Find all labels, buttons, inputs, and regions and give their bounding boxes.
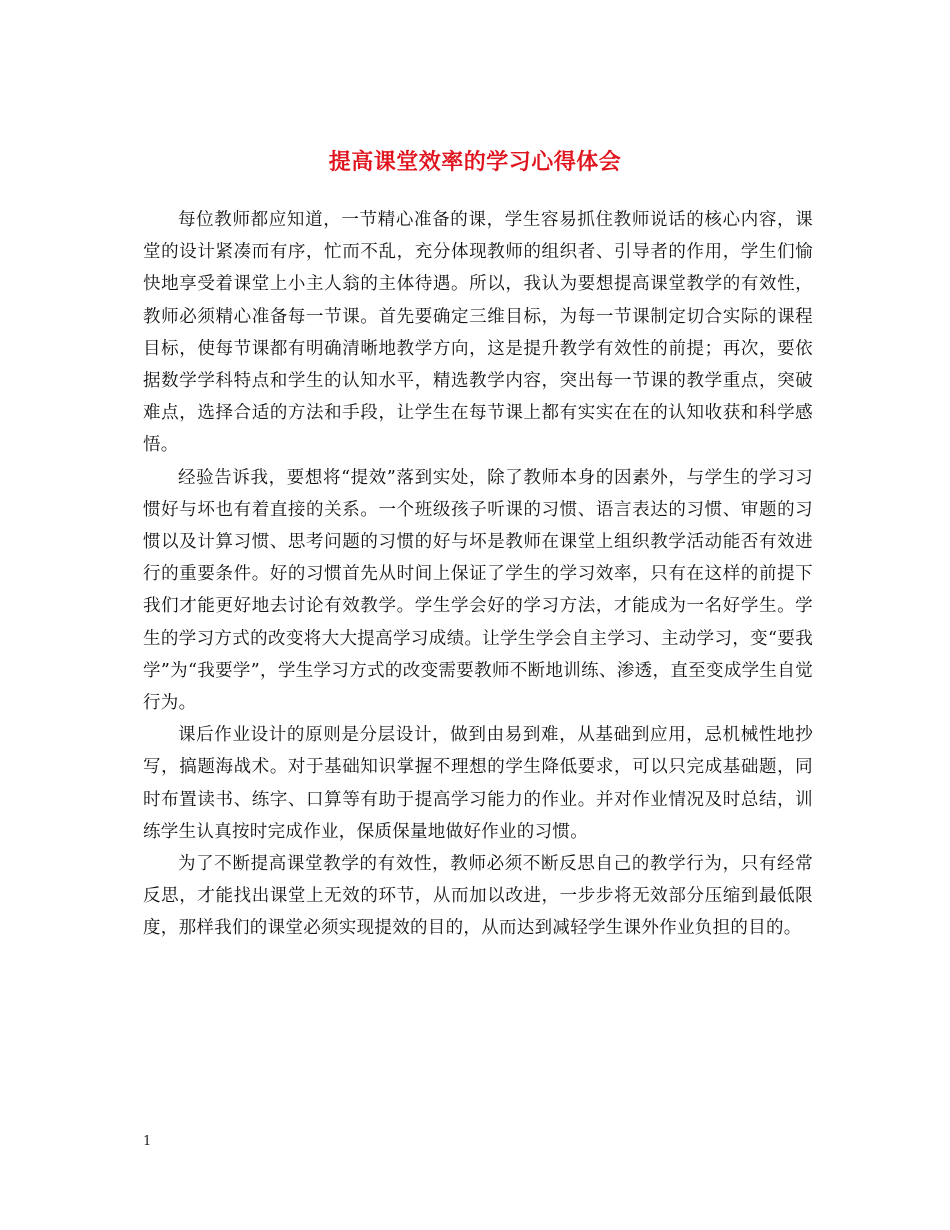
paragraph-3: 课后作业设计的原则是分层设计，做到由易到难，从基础到应用，忌机械性地抄写，搞题海战术。对于基础知识掌握不理想的学生降低要求，可以只完成基础题，同时布置读书、练字、口算等有助于提高学习能力的作业。并对作业情况及时总结，训练学生认真按时完成作业，保质保量地做好作业的习惯。 [143, 725, 813, 842]
paragraph-1: 每位教师都应知道，一节精心准备的课，学生容易抓住教师说话的核心内容，课堂的设计紧凑而有序，忙而不乱，充分体现教师的组织者、引导者的作用，学生们愉快地享受着课堂上小主人翁的主体待遇。所以，我认为要想提高课堂教学的有效性，教师必须精心准备每一节课。首先要确定三维目标，为每一节课制定切合实际的课程目标，使每节课都有明确清晰地教学方向，这是提升教学有效性的前提；再次，要依据数学学科特点和学生的认知水平，精选教学内容，突出每一节课的教学重点，突破难点，选择合适的方法和手段，让学生在每节课上都有实实在在的认知收获和科学感悟。 [143, 210, 813, 456]
page-number: 1 [143, 1134, 152, 1149]
document-title: 提高课堂效率的学习心得体会 [328, 148, 622, 175]
document-body [143, 204, 813, 945]
paragraph-2: 经验告诉我，要想将“提效”落到实处，除了教师本身的因素外，与学生的学习习惯好与坏也有着直接的关系。一个班级孩子听课的习惯、语言表达的习惯、审题的习惯以及计算习惯、思考问题的习惯的好与坏是教师在课堂上组织教学活动能否有效进行的重要条件。好的习惯首先从时间上保证了学生的学习效率，只有在这样的前提下我们才能更好地去讨论有效教学。学生学会好的学习方法，才能成为一名好学生。学生的学习方式的改变将大大提高学习成绩。让学生学会自主学习、主动学习，变“要我学”为“我要学”，学生学习方式的改变需要教师不断地训练、渗透，直至变成学生自觉行为。 [143, 467, 813, 714]
paragraph-4: 为了不断提高课堂教学的有效性，教师必须不断反思自己的教学行为，只有经常反思，才能找出课堂上无效的环节，从而加以改进，一步步将无效部分压缩到最低限度，那样我们的课堂必须实现提效的目的，从而达到减轻学生课外作业负担的目的。 [143, 854, 813, 939]
